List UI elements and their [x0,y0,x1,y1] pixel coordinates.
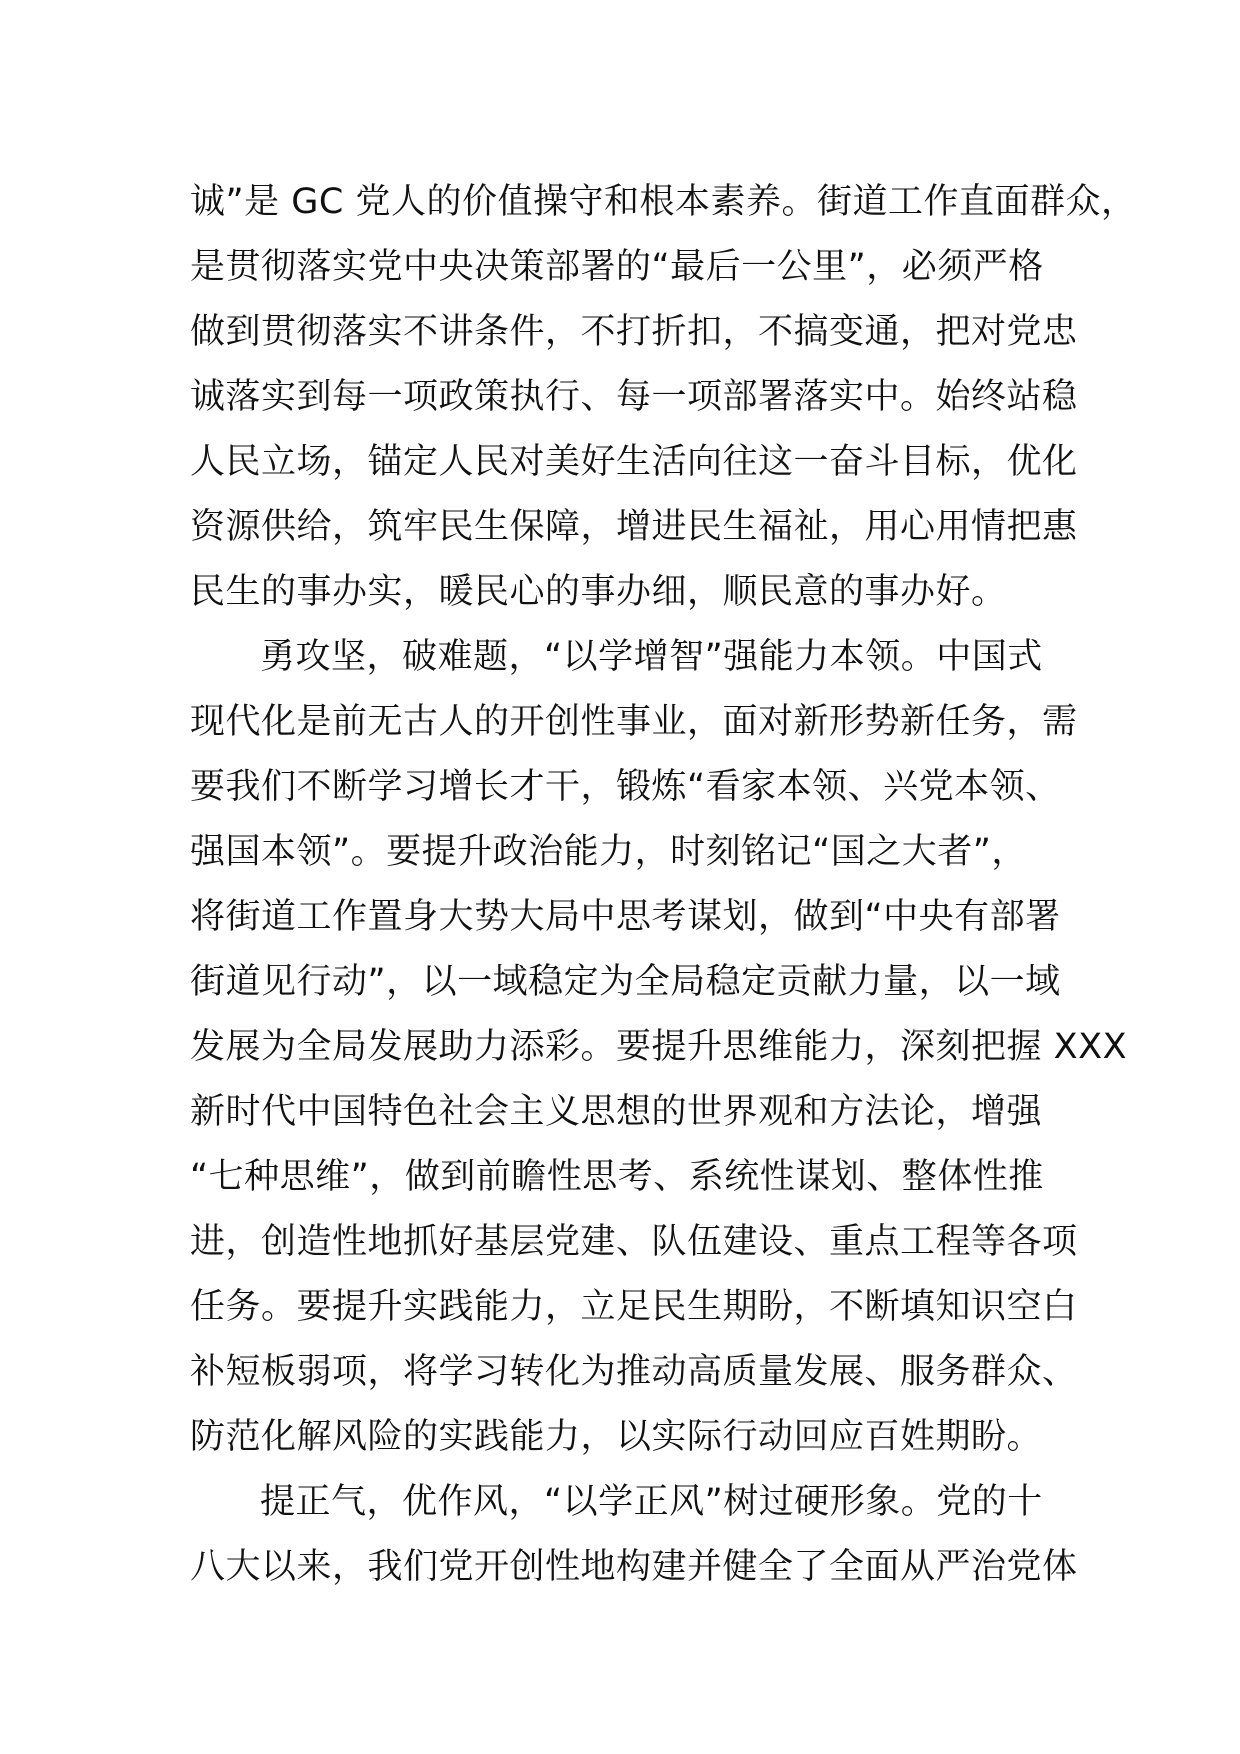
text-line: 将街道工作置身大势大局中思考谋划，做到“中央有部署 [190,897,1061,937]
text-line: 诚落实到每一项政策执行、每一项部署落实中。始终站稳 [190,377,1078,417]
text-line: 资源供给，筑牢民生保障，增进民生福祉，用心用情把惠 [190,507,1078,547]
text-line: 现代化是前无古人的开创性事业，面对新形势新任务，需 [190,702,1078,742]
text-line: 防范化解风险的实践能力，以实际行动回应百姓期盼。 [190,1417,1043,1457]
body-text [190,170,1137,1600]
paragraph-start-line: 勇攻坚，破难题，“以学增智”强能力本领。中国式 [260,637,1043,677]
text-line: 民生的事办实，暖民心的事办细，顺民意的事办好。 [190,572,1007,612]
text-line: 进，创造性地抓好基层党建、队伍建设、重点工程等各项 [190,1222,1078,1262]
paragraph-start-line: 提正气，优作风，“以学正风”树过硬形象。党的十 [260,1482,1043,1522]
text-line: 人民立场，锚定人民对美好生活向往这一奋斗目标，优化 [190,442,1078,482]
text-line: 任务。要提升实践能力，立足民生期盼，不断填知识空白 [190,1287,1078,1327]
text-line: 发展为全局发展助力添彩。要提升思维能力，深刻把握 XXX [190,1027,1128,1067]
text-line: “七种思维”，做到前瞻性思考、系统性谋划、整体性推 [190,1157,1044,1197]
text-line: 街道见行动”，以一域稳定为全局稳定贡献力量，以一域 [190,962,1061,1002]
text-line: 诚”是 GC 党人的价值操守和根本素养。街道工作直面群众， [190,182,1137,222]
text-line: 强国本领”。要提升政治能力，时刻铭记“国之大者”， [190,832,1027,872]
text-line: 新时代中国特色社会主义思想的世界观和方法论，增强 [190,1092,1043,1132]
text-line: 八大以来，我们党开创性地构建并健全了全面从严治党体 [190,1547,1078,1587]
text-line: 要我们不断学习增长才干，锻炼“看家本领、兴党本领、 [190,767,1061,807]
text-line: 做到贯彻落实不讲条件，不打折扣，不搞变通，把对党忠 [190,312,1078,352]
text-line: 是贯彻落实党中央决策部署的“最后一公里”，必须严格 [190,247,1044,287]
text-line: 补短板弱项，将学习转化为推动高质量发展、服务群众、 [190,1352,1078,1392]
